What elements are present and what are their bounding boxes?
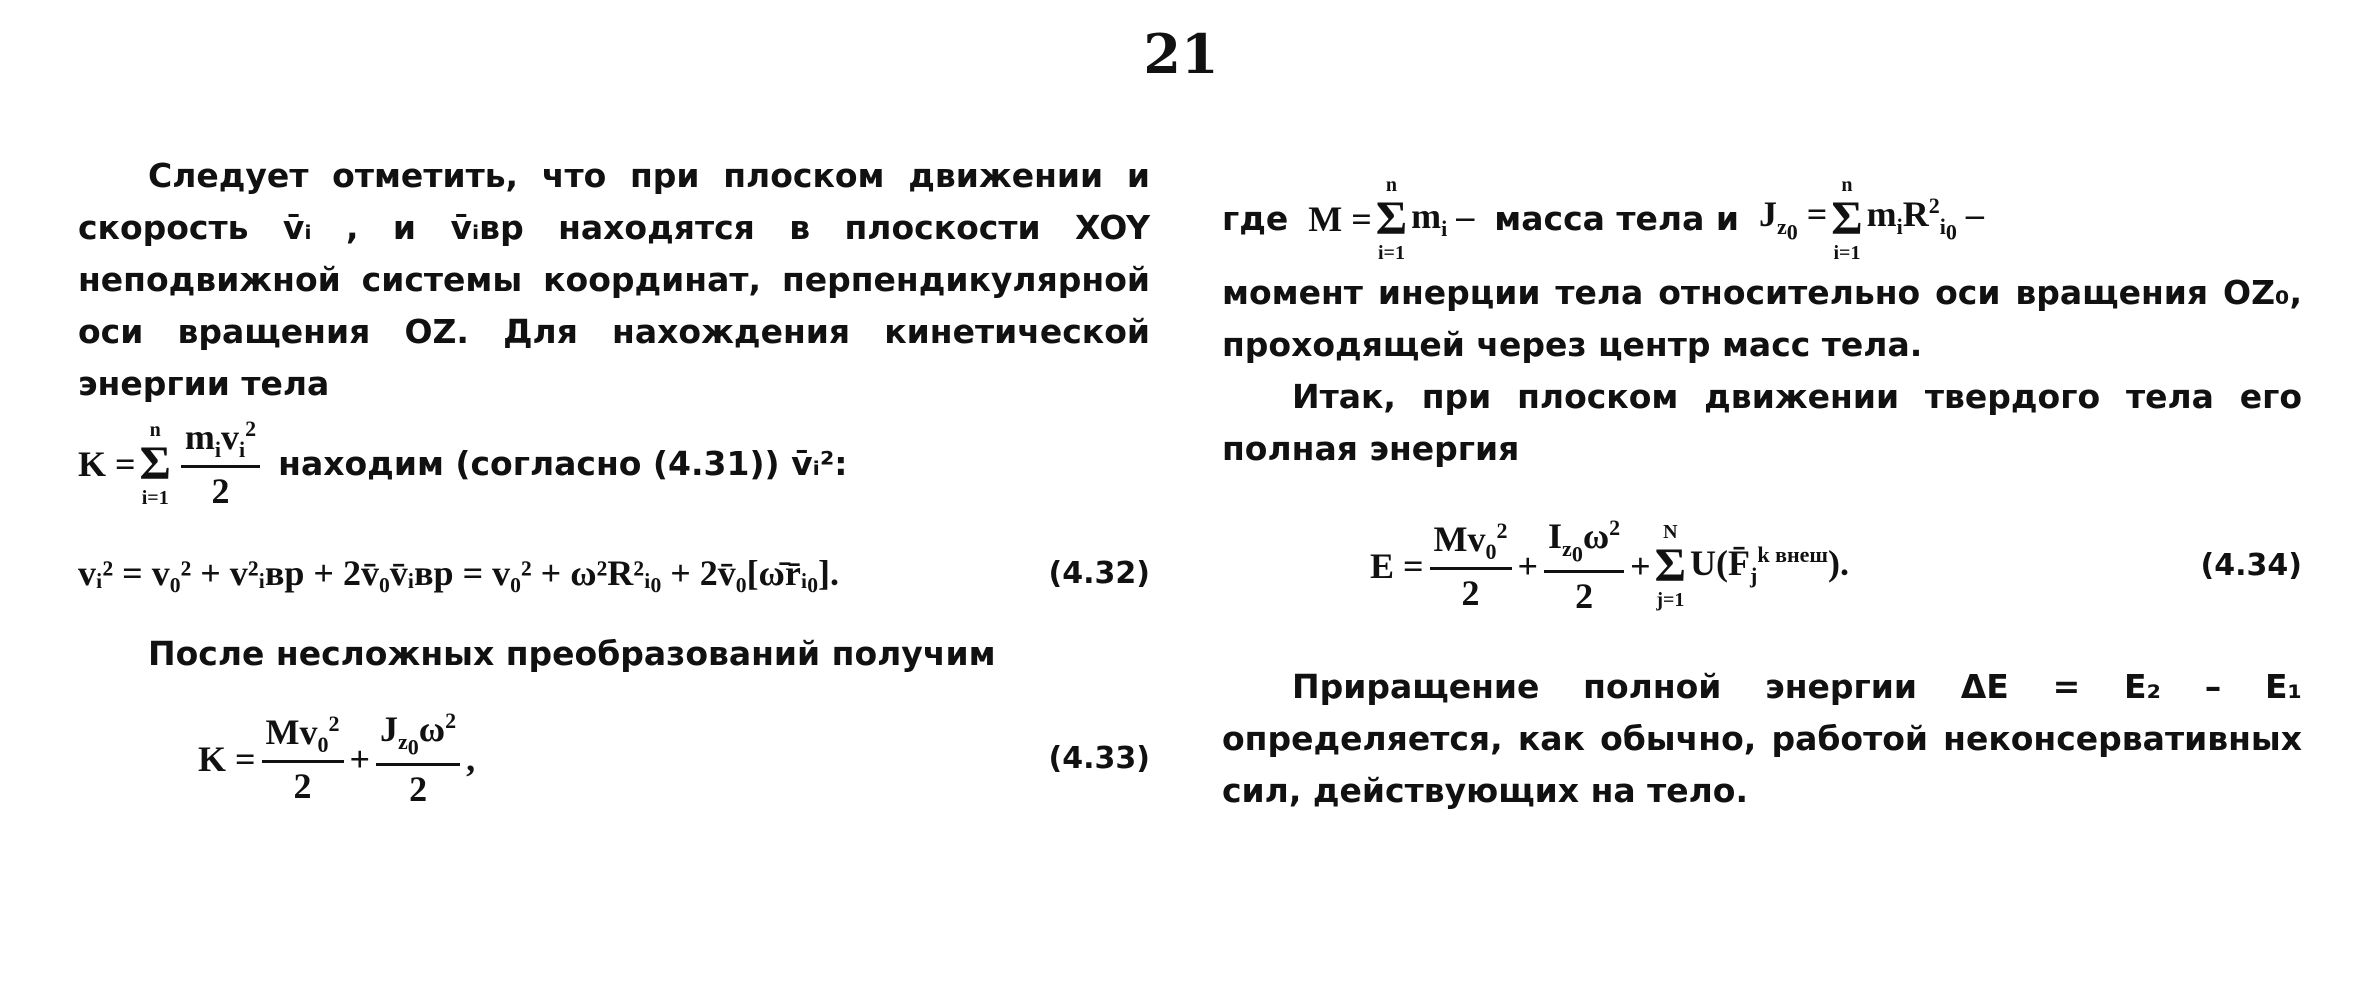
right-paragraph-2: Итак, при плоском движении твердого тела его полная энергия bbox=[1222, 377, 2302, 468]
equation-4-33: K = $\frac{Mv_0^2}{2}$ + $\frac{J_{z_0}\omega^2}{2}$ , (4.33) bbox=[198, 708, 1150, 809]
equation-4-34: E = $\frac{Mv_0^2}{2}$ + $\frac{I_{z_0}\omega^2}{2}$ + N Σ j=1 $U(F̄_j^{k внеш})$. (4.34) bbox=[1370, 515, 2302, 616]
left-paragraph-1: Следует отметить, что при плоском движении и скорость v̄ᵢ , и v̄ᵢвр находятся в плоскости XOY неподвижной системы координат, перпендикулярной оси вращения OZ. Для нахождения кинетической энергии тела bbox=[78, 156, 1150, 403]
equation-number-4-33: (4.33) bbox=[1048, 741, 1150, 777]
equation-4-32-body: vᵢ² = v₀² + v²ᵢвр + 2v̄₀v̄ᵢвр = v₀² + ω²R²ᵢ₀ + 2v̄₀[ω̄r̄ᵢ₀]. bbox=[78, 553, 840, 594]
left-paragraph-2: После несложных преобразований получим bbox=[148, 634, 996, 674]
sum-symbol-icon: n Σ i=1 bbox=[139, 419, 171, 510]
k-def-prefix: K = bbox=[78, 444, 136, 485]
equation-number-4-32: (4.32) bbox=[1048, 555, 1150, 591]
equation-4-32 bbox=[78, 552, 1150, 594]
kinetic-fraction: $\frac{m_iv_i^2}{2}$ bbox=[181, 416, 260, 512]
k-def-suffix: находим (согласно (4.31)) v̄ᵢ²: bbox=[278, 444, 848, 484]
left-column bbox=[78, 150, 1150, 810]
right-column bbox=[1222, 175, 2302, 817]
kinetic-energy-definition bbox=[78, 416, 1150, 512]
right-paragraph-1: момент инерции тела относительно оси вращения OZ₀, проходящей через центр масс тела. bbox=[1222, 273, 2302, 364]
page-number: 21 bbox=[1143, 22, 1219, 86]
where-line: где M = n Σ i=1 $m_i$ – масса тела и $J_{z_0}$ = n Σ i=1 $m_iR^2_{i_0}$ – bbox=[1222, 174, 1984, 264]
right-paragraph-3: Приращение полной энергии ΔE = E₂ – E₁ определяется, как обычно, работой неконсервативных сил, действующих на тело. bbox=[1222, 666, 2302, 810]
equation-number-4-34: (4.34) bbox=[2200, 548, 2302, 584]
